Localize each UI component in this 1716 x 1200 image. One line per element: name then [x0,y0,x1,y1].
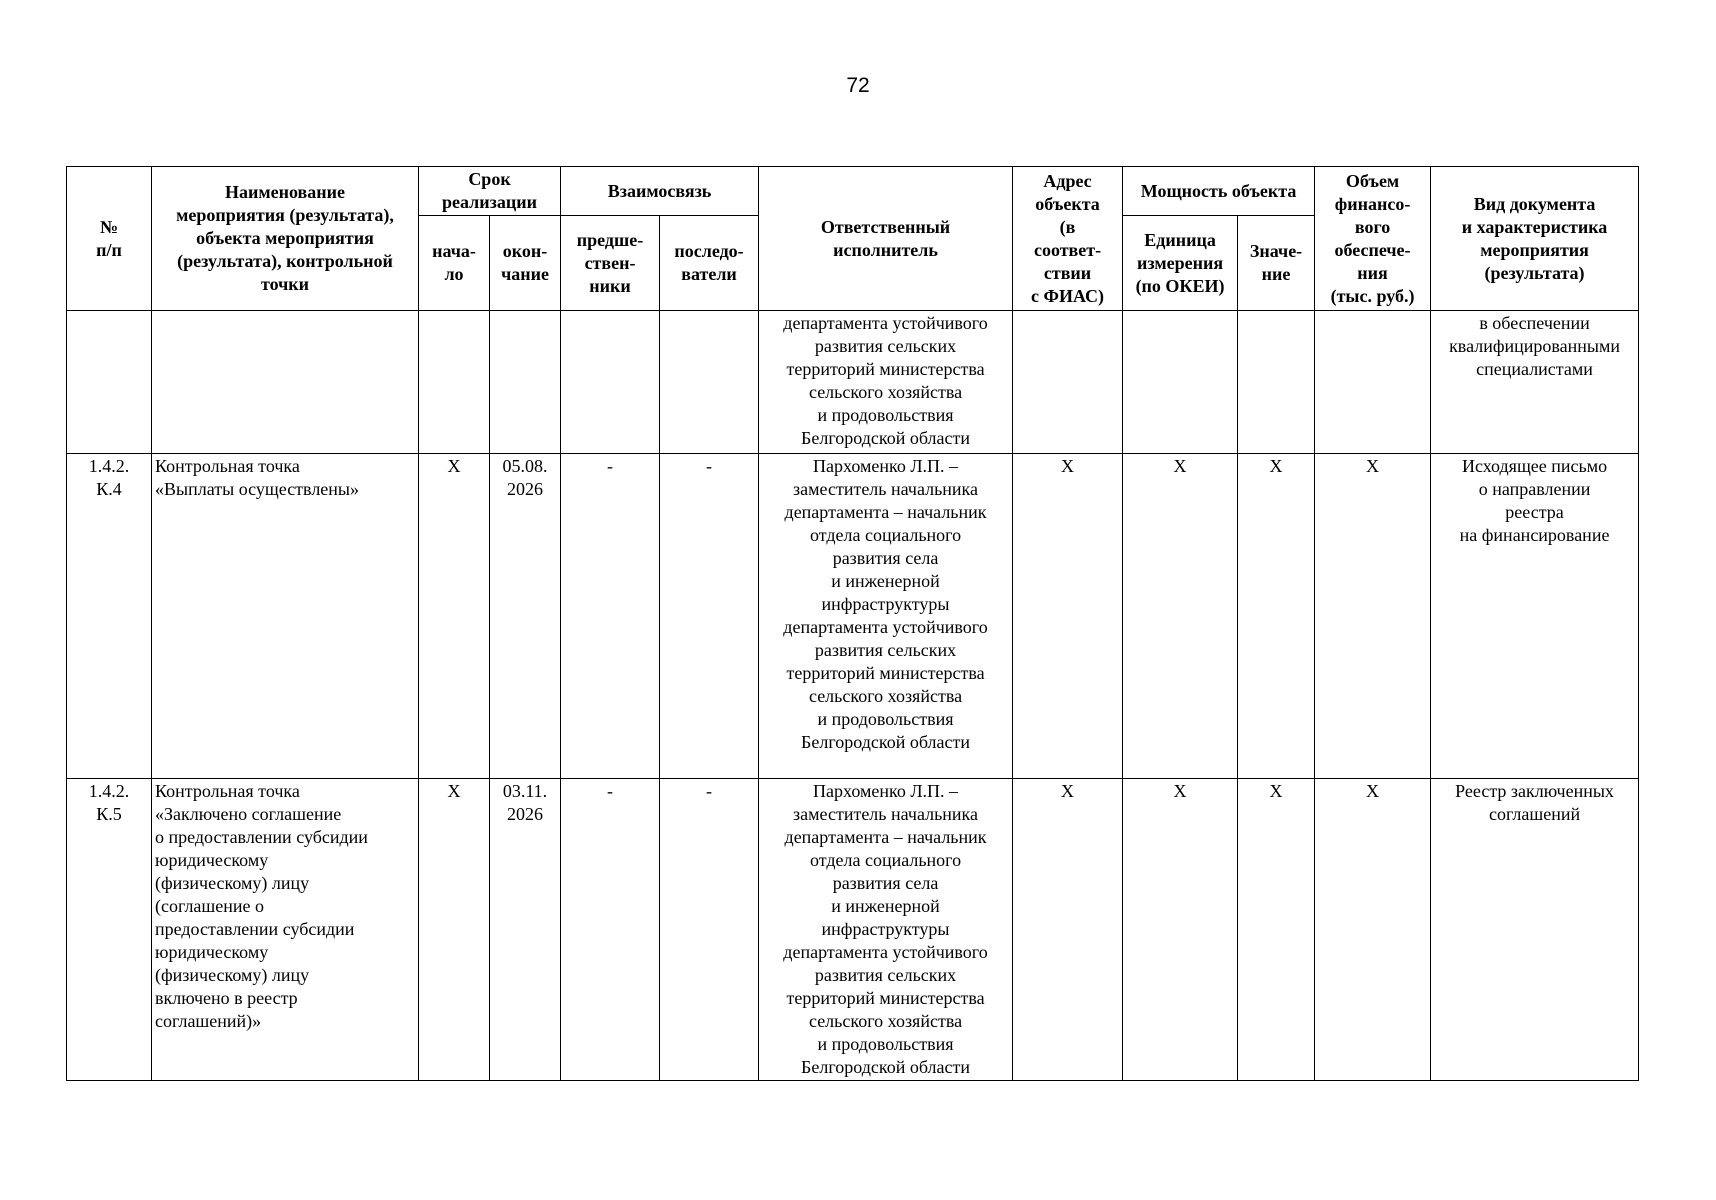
header-term-end: окон- чание [490,216,561,311]
cell-num: 1.4.2. К.5 [67,779,152,1081]
cell-name: Контрольная точка «Выплаты осуществлены» [152,454,419,779]
cell-num: 1.4.2. К.4 [67,454,152,779]
plan-table [66,166,1639,1081]
cell-prev: - [561,779,660,1081]
cell-prev: - [561,454,660,779]
header-name: Наименование мероприятия (результата), объекта мероприятия (результата), контрольной точки [152,167,419,311]
table-row [67,311,1639,454]
cell-doc: в обеспечении квалифицированными специалистами [1431,311,1639,454]
header-link: Взаимосвязь [561,167,759,216]
header-link-next: последо- ватели [660,216,759,311]
cell-start: Х [419,454,490,779]
cell-doc: Исходящее письмо о направлении реестра на финансирование [1431,454,1639,779]
cell-doc: Реестр заключенных соглашений [1431,779,1639,1081]
table-row [67,779,1639,1081]
header-doc: Вид документа и характеристика мероприятия (результата) [1431,167,1639,311]
header-address: Адрес объекта (в соответ- ствии с ФИАС) [1013,167,1123,311]
cell-unit: Х [1123,454,1238,779]
cell-responsible: Пархоменко Л.П. – заместитель начальника департамента – начальник отдела социального развития села и инженерной инфраструктуры департамента устойчивого развития сельских территорий министерства сельского хозяйства и продовольствия Белгородской области [759,779,1013,1081]
cell-prev [561,311,660,454]
cell-next: - [660,779,759,1081]
cell-address: Х [1013,454,1123,779]
cell-name [152,311,419,454]
cell-finance: Х [1315,454,1431,779]
cell-next: - [660,454,759,779]
cell-value [1238,311,1315,454]
header-num: № п/п [67,167,152,311]
cell-num [67,311,152,454]
header-capacity: Мощность объекта [1123,167,1315,216]
page-number: 72 [846,74,870,97]
cell-end [490,311,561,454]
cell-next [660,311,759,454]
cell-finance [1315,311,1431,454]
header-responsible: Ответственный исполнитель [759,167,1013,311]
cell-responsible: департамента устойчивого развития сельских территорий министерства сельского хозяйства и продовольствия Белгородской области [759,311,1013,454]
table-row [67,454,1639,779]
cell-unit: Х [1123,779,1238,1081]
cell-finance: Х [1315,779,1431,1081]
header-link-prev: предше- ствен- ники [561,216,660,311]
cell-address: Х [1013,779,1123,1081]
header-capacity-unit: Единица измерения (по ОКЕИ) [1123,216,1238,311]
cell-responsible: Пархоменко Л.П. – заместитель начальника департамента – начальник отдела социального развития села и инженерной инфраструктуры департамента устойчивого развития сельских территорий министерства сельского хозяйства и продовольствия Белгородской области [759,454,1013,779]
cell-name: Контрольная точка «Заключено соглашение о предоставлении субсидии юридическому (физическому) лицу (соглашение о предоставлении субсидии юридическому (физическому) лицу включено в реестр соглашений)» [152,779,419,1081]
cell-end: 03.11. 2026 [490,779,561,1081]
cell-end: 05.08. 2026 [490,454,561,779]
cell-value: Х [1238,779,1315,1081]
cell-value: Х [1238,454,1315,779]
header-capacity-value: Значе- ние [1238,216,1315,311]
header-term: Срок реализации [419,167,561,216]
cell-start [419,311,490,454]
cell-address [1013,311,1123,454]
cell-start: Х [419,779,490,1081]
header-term-start: нача- ло [419,216,490,311]
cell-unit [1123,311,1238,454]
header-finance: Объем финансо- вого обеспече- ния (тыс. руб.) [1315,167,1431,311]
table-header [67,167,1639,311]
